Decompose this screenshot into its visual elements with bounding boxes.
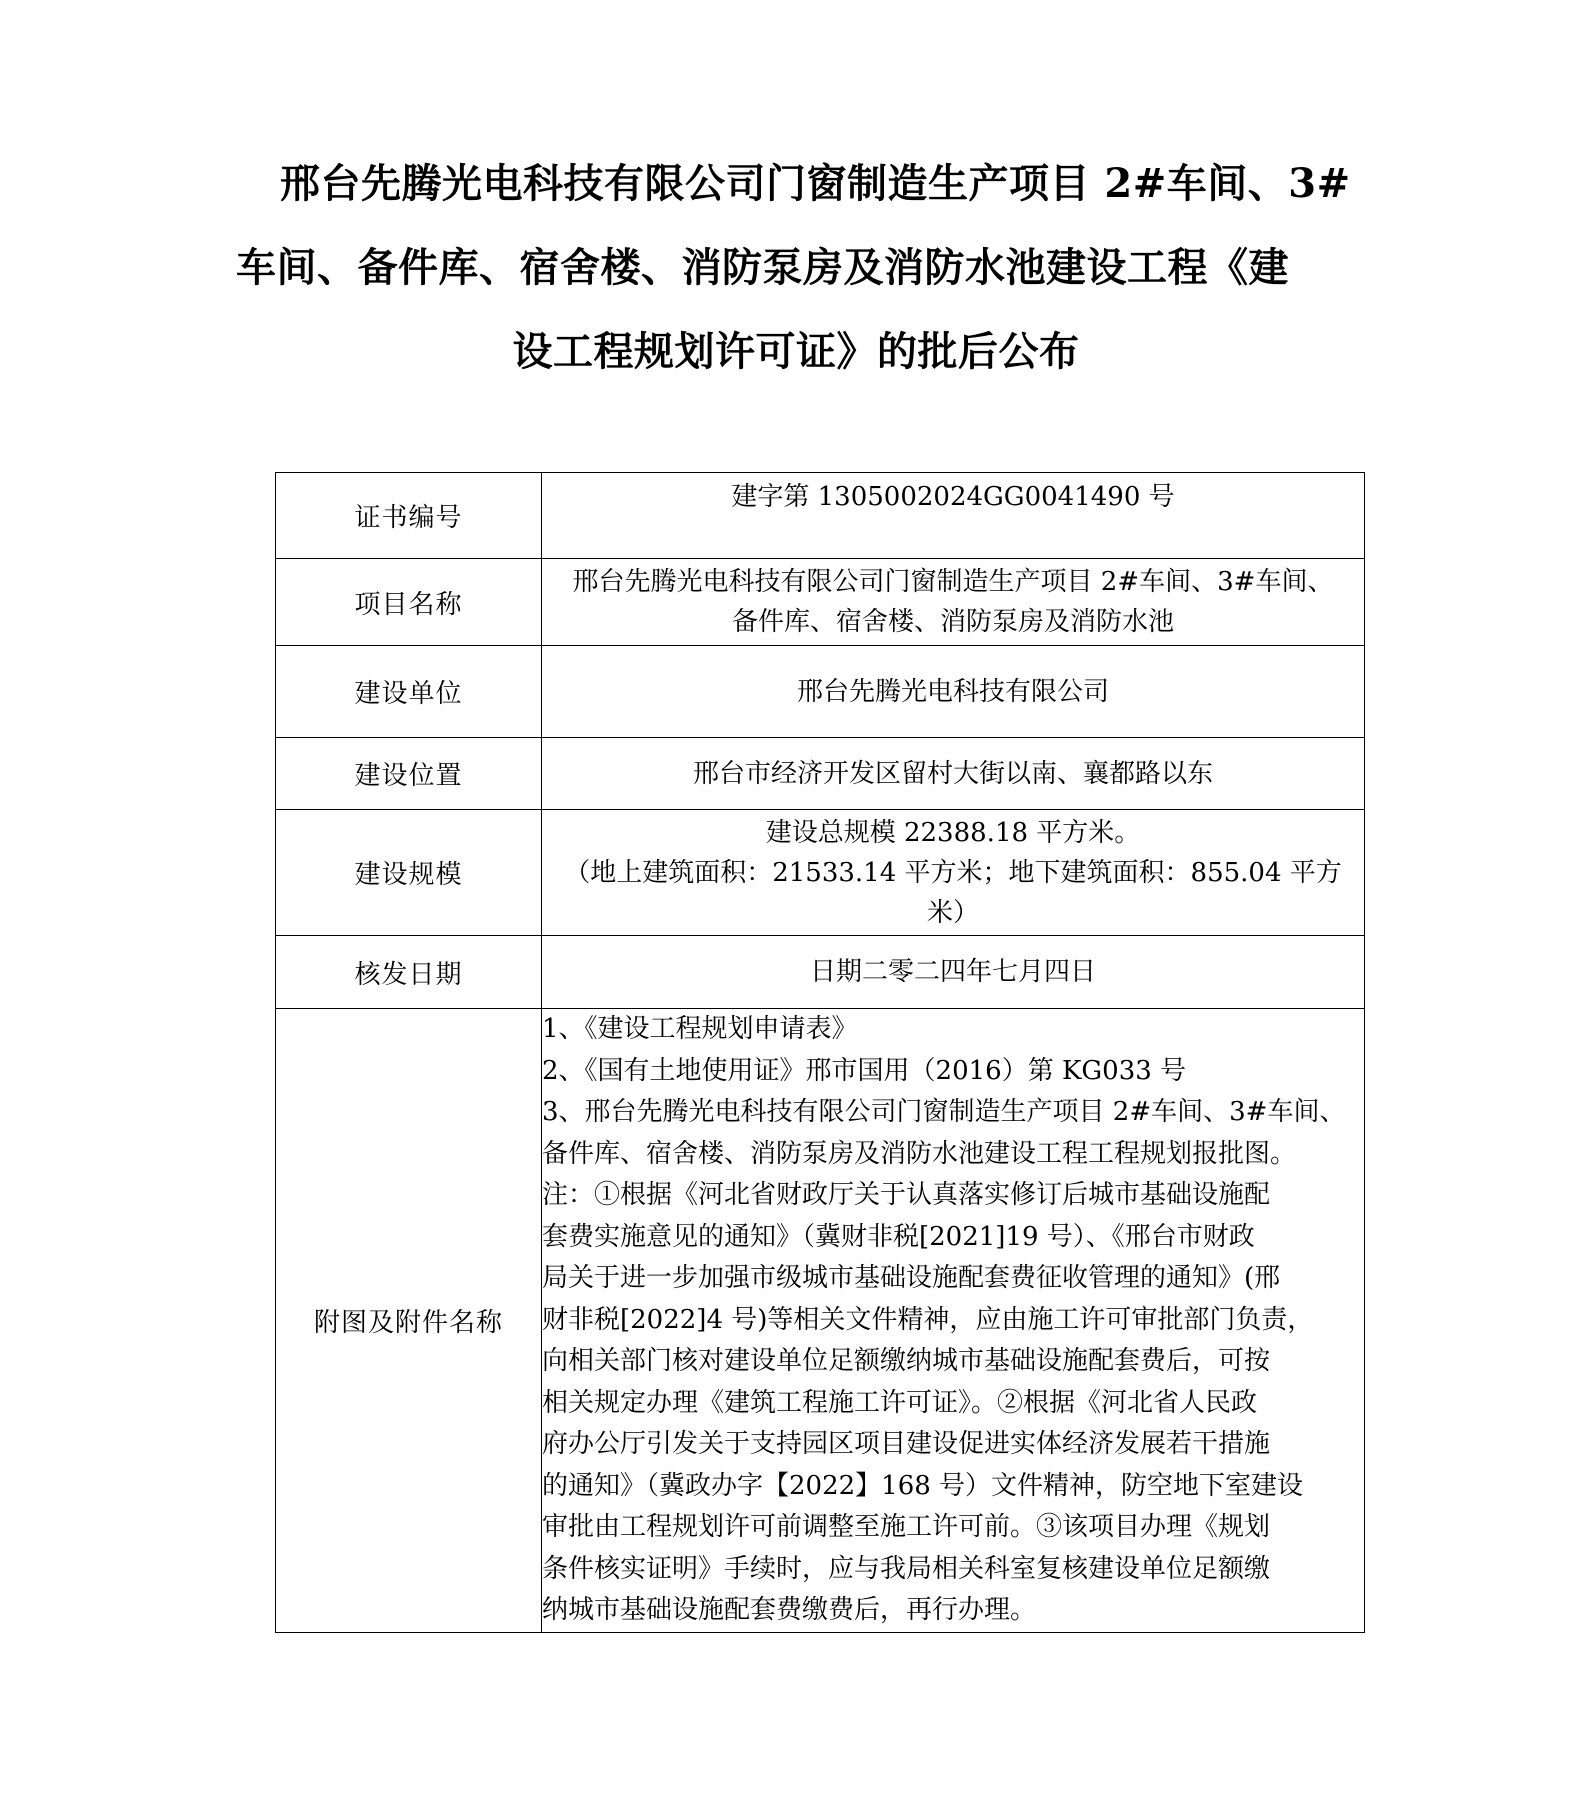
project-name-line: 备件库、宿舍楼、消防泵房及消防水池 xyxy=(731,607,1174,637)
value-construction-unit: 邢台先腾光电科技有限公司 xyxy=(542,646,1365,738)
value-issue-date: 日期二零二四年七月四日 xyxy=(542,936,1365,1009)
table-row-project-name xyxy=(276,559,1365,646)
label-project-name: 项目名称 xyxy=(276,559,542,646)
scale-line: （地上建筑面积：21533.14 平方米；地下建筑面积：855.04 平方 xyxy=(564,857,1342,888)
attachment-line: 1、《建设工程规划申请表》 xyxy=(542,1014,858,1044)
project-name-line: 邢台先腾光电科技有限公司门窗制造生产项目 2#车间、3#车间、 xyxy=(572,567,1334,597)
attachment-line: 条件核实证明》手续时，应与我局相关科室复核建设单位足额缴 xyxy=(542,1553,1271,1584)
attachment-line: 的通知》（冀政办字【2022】168 号）文件精神，防空地下室建设 xyxy=(542,1470,1304,1501)
label-certificate-number: 证书编号 xyxy=(276,473,542,559)
table-row-certificate-number xyxy=(276,473,1365,559)
label-construction-location: 建设位置 xyxy=(276,738,542,810)
table-row-attachments xyxy=(276,1009,1365,1633)
attachment-line: 注：①根据《河北省财政厅关于认真落实修订后城市基础设施配 xyxy=(542,1180,1271,1210)
value-project-name xyxy=(542,559,1365,646)
label-attachments: 附图及附件名称 xyxy=(276,1009,542,1633)
attachment-line: 府办公厅引发关于支持园区项目建设促进实体经济发展若干措施 xyxy=(542,1429,1271,1459)
attachment-line: 相关规定办理《建筑工程施工许可证》。②根据《河北省人民政 xyxy=(542,1387,1258,1418)
attachment-line: 财非税[2022]4 号)等相关文件精神，应由施工许可审批部门负责， xyxy=(542,1304,1314,1335)
attachment-line: 局关于进一步加强市级城市基础设施配套费征收管理的通知》(邢 xyxy=(542,1263,1281,1293)
table-row-construction-location xyxy=(276,738,1365,810)
value-construction-scale xyxy=(542,810,1365,936)
label-issue-date: 核发日期 xyxy=(276,936,542,1009)
attachment-line: 纳城市基础设施配套费缴费后，再行办理。 xyxy=(542,1595,1037,1625)
attachment-line: 审批由工程规划许可前调整至施工许可前。③该项目办理《规划 xyxy=(542,1512,1271,1542)
table-row-construction-unit xyxy=(276,646,1365,738)
value-certificate-number: 建字第 1305002024GG0041490 号 xyxy=(542,473,1365,559)
attachment-line: 套费实施意见的通知》（冀财非税[2021]19 号）、《邢台市财政 xyxy=(542,1221,1255,1252)
title-line-3: 设工程规划许可证》的批后公布 xyxy=(512,328,1080,375)
permit-table xyxy=(275,472,1365,1633)
document-title xyxy=(236,142,1356,394)
title-line-2: 车间、备件库、宿舍楼、消防泵房及消防水池建设工程《建 xyxy=(236,244,1289,291)
attachment-line: 向相关部门核对建设单位足额缴纳城市基础设施配套费后，可按 xyxy=(542,1346,1271,1376)
label-construction-scale: 建设规模 xyxy=(276,810,542,936)
scale-line: 米） xyxy=(926,897,979,928)
attachment-line: 2、《国有土地使用证》邢市国用（2016）第 KG033 号 xyxy=(542,1055,1187,1086)
label-construction-unit: 建设单位 xyxy=(276,646,542,738)
attachment-line: 备件库、宿舍楼、消防泵房及消防水池建设工程工程规划报批图。 xyxy=(542,1138,1297,1169)
attachment-line: 3、邢台先腾光电科技有限公司门窗制造生产项目 2#车间、3#车间、 xyxy=(542,1097,1346,1127)
title-line-1: 邢台先腾光电科技有限公司门窗制造生产项目 2#车间、3# xyxy=(280,160,1351,207)
table-row-issue-date xyxy=(276,936,1365,1009)
value-construction-location: 邢台市经济开发区留村大街以南、襄都路以东 xyxy=(542,738,1365,810)
scale-line: 建设总规模 22388.18 平方米。 xyxy=(765,817,1141,848)
table-row-construction-scale xyxy=(276,810,1365,936)
value-attachments xyxy=(542,1009,1365,1633)
